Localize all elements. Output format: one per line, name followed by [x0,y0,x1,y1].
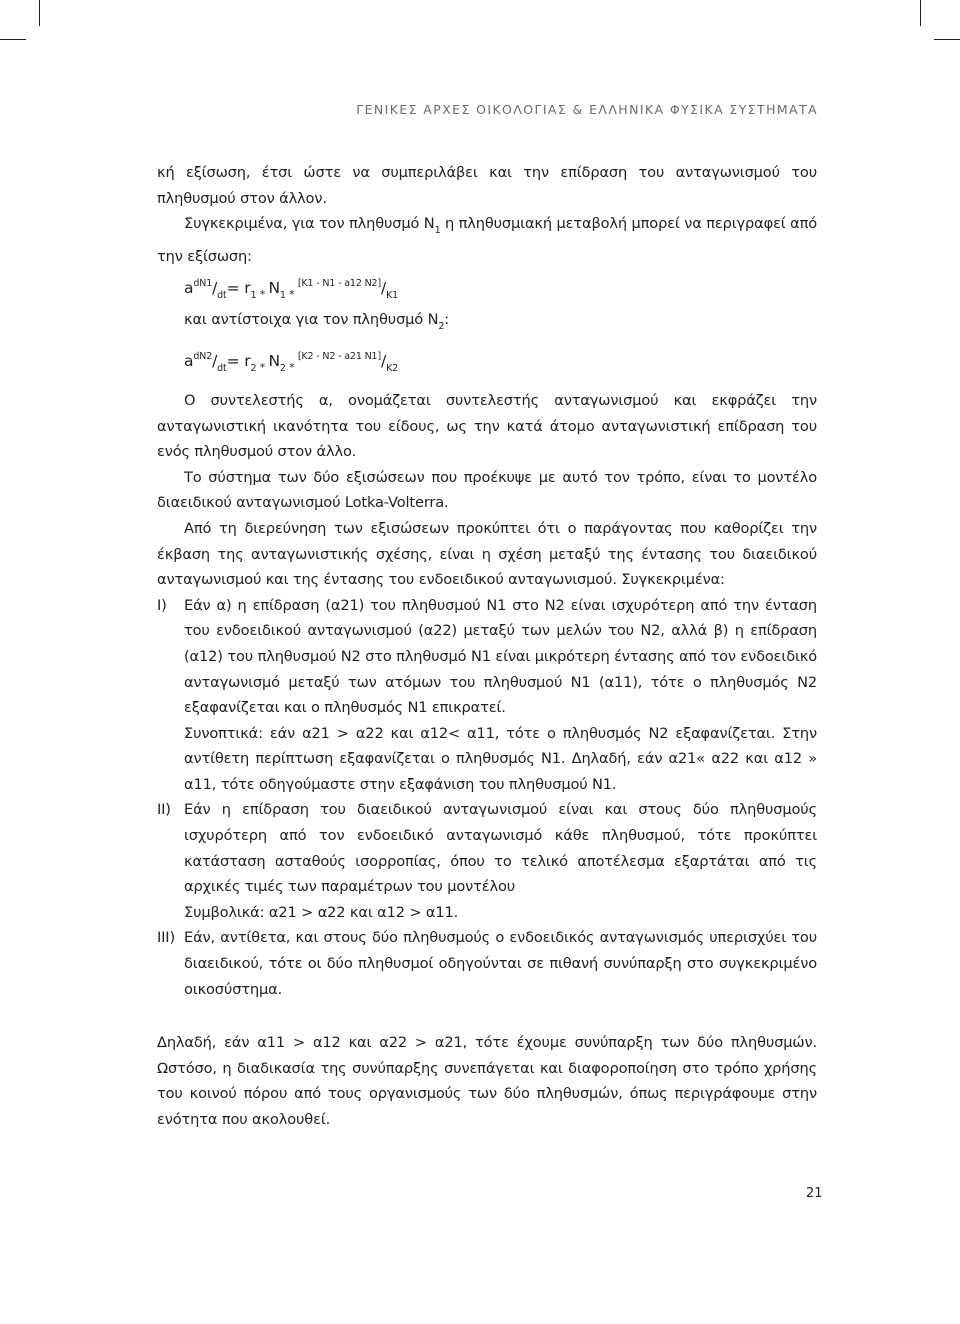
paragraph-conclusion: Δηλαδή, εάν α11 > α12 και α22 > α21, τότε έχουμε συνύπαρξη των δύο πληθυσμών. Ωστόσο, η διαδικασία της συνύπαρξης συνεπάγεται και διαφοροποίηση στο τρόπο χρήσης του κοινού πόρου από τους οργανισμούς των δύο πληθυσμών, όπως περιγράφουμε στην ενότητα που ακολουθεί. [157,1034,817,1128]
eq-subscript: 2 [250,362,257,374]
crop-mark-top-right-horizontal [934,39,960,40]
spacer [157,1002,817,1030]
eq-slash: / [212,351,218,370]
list-item-case-2 [157,797,817,925]
crop-mark-top-left-horizontal [0,39,26,40]
list-item-text: Εάν η επίδραση του διαειδικού ανταγωνισμού είναι και στους δύο πληθυσμούς ισχυρότερη από τον ενδοειδικό ανταγωνισμό κάθε πληθυσμού, τότε προκύπτει κατάσταση ασταθούς ισορροπίας, όπου το τελικό αποτέλεσμα εξαρτάται από τις αρχικές τιμές των παραμέτρων του μοντέλου [184,801,817,896]
eq-symbol: a [184,351,194,370]
list-item-text: Εάν, αντίθετα, και στους δύο πληθυσμούς ο ενδοειδικός ανταγωνισμός υπερισχύει του διαειδικού, τότε οι δύο πληθυσμοί οδηγούνται σε πιθανή συνύπαρξη στο συγκεκριμένο οικοσύστημα. [184,929,817,998]
list-item-case-1 [157,593,817,798]
eq-subscript: 1 [250,290,257,302]
eq-superscript: dN2 [193,350,213,362]
list-item-text: Εάν α) η επίδραση (α21) του πληθυσμού Ν1 στο Ν2 είναι ισχυρότερη από την ένταση του ενδοειδικού ανταγωνισμού (α22) μεταξύ των μελών του Ν2, αλλά β) η επίδραση (α12) του πληθυσμού Ν2 στο πληθυσμό Ν1 είναι μικρότερη έντασης από τον ενδοειδικό ανταγωνισμό μεταξύ των ατόμων του πληθυσμού Ν1 (α11), τότε ο πληθυσμός Ν2 εξαφανίζεται και ο πληθυσμός Ν1 επικρατεί. [184,596,817,717]
paragraph-lotka-volterra: Το σύστημα των δύο εξισώσεων που προέκυψε με αυτό τον τρόπο, είναι το μοντέλο διαειδικού ανταγωνισμού Lotka-Volterra. [157,468,817,512]
crop-mark-top-right-vertical [920,0,921,26]
eq-subscript: dt [217,362,227,374]
eq-star: * [256,360,269,374]
paragraph-investigation: Από τη διερεύνηση των εξισώσεων προκύπτει ότι ο παράγοντας που καθορίζει την έκβαση της ανταγωνιστικής σχέσης, είναι η σχέση μεταξύ της έντασης του διαειδικού ανταγωνισμού και της έντασης του ενδοειδικού ανταγωνισμού. Συγκεκριμένα: [157,519,817,589]
eq-symbol: N [268,351,280,370]
eq-subscript: dt [217,290,227,302]
eq-equals: = r [226,279,251,298]
eq-subscript: K2 [386,362,399,374]
text-run: : [444,311,450,329]
list-marker: III) [157,929,176,947]
list-item-case-3 [157,925,817,1002]
list-item-summary: Συμβολικά: α21 > α22 και α12 > α11. [184,903,459,921]
subscript: 1 [434,225,441,237]
text-run: Συγκεκριμένα, για τον πληθυσμό Ν [184,215,435,233]
text-run: η πληθυσμιακή μεταβολή μπορεί να περιγραφεί από την εξίσωση: [157,215,818,265]
list-item-summary: Συνοπτικά: εάν α21 > α22 και α12< α11, τότε ο πληθυσμός Ν2 εξαφανίζεται. Στην αντίθετη περίπτωση εξαφανίζεται ο πληθυσμός Ν1. Δηλαδή, εάν α21« α22 και α12 » α11, τότε οδηγούμαστε στην εξαφάνιση του πληθυσμού Ν1. [184,724,817,793]
eq-subscript: 1 [279,290,286,302]
eq-equals: = r [226,351,251,370]
paragraph-intro-continued: κή εξίσωση, έτσι ώστε να συμπεριλάβει και την επίδραση του ανταγωνισμού του πληθυσμού στον άλλον. [157,164,817,207]
eq-slash: / [381,351,387,370]
paragraph-equation-intro [157,211,817,269]
equation-n2 [157,340,817,388]
page-number: 21 [806,1186,823,1201]
running-header: ΓΕΝΙΚΕΣ ΑΡΧΕΣ ΟΙΚΟΛΟΓΙΑΣ & ΕΛΛΗΝΙΚΑ ΦΥΣΙΚΑ ΣΥΣΤΗΜΑΤΑ [356,102,818,117]
eq-star: * [256,288,269,302]
eq-symbol: a [184,279,194,298]
equation-n1 [157,269,817,307]
subscript: 2 [438,321,445,333]
eq-slash: / [212,279,218,298]
eq-subscript: K1 [386,290,399,302]
eq-star: * [285,360,298,374]
list-marker: I) [157,596,167,614]
text-run: και αντίστοιχα για τον πληθυσμό Ν [184,311,439,329]
eq-star: * [285,288,298,302]
page-body [157,160,817,1133]
eq-bracket-term: [K2 - N2 - a21 N1] [297,350,381,362]
eq-slash: / [381,279,387,298]
eq-superscript: dN1 [193,278,213,290]
eq-symbol: N [268,279,280,298]
paragraph-second-equation-intro [157,307,817,340]
eq-subscript: 2 [279,362,286,374]
list-marker: II) [157,801,171,819]
eq-bracket-term: [K1 - N1 - a12 N2] [297,278,381,290]
paragraph-competition-coefficient: Ο συντελεστής α, ονομάζεται συντελεστής ανταγωνισμού και εκφράζει την ανταγωνιστική ικανότητα του είδους, ως την κατά άτομο ανταγωνιστική επίδραση του ενός πληθυσμού στον άλλο. [157,391,817,461]
crop-mark-top-left-vertical [39,0,40,26]
